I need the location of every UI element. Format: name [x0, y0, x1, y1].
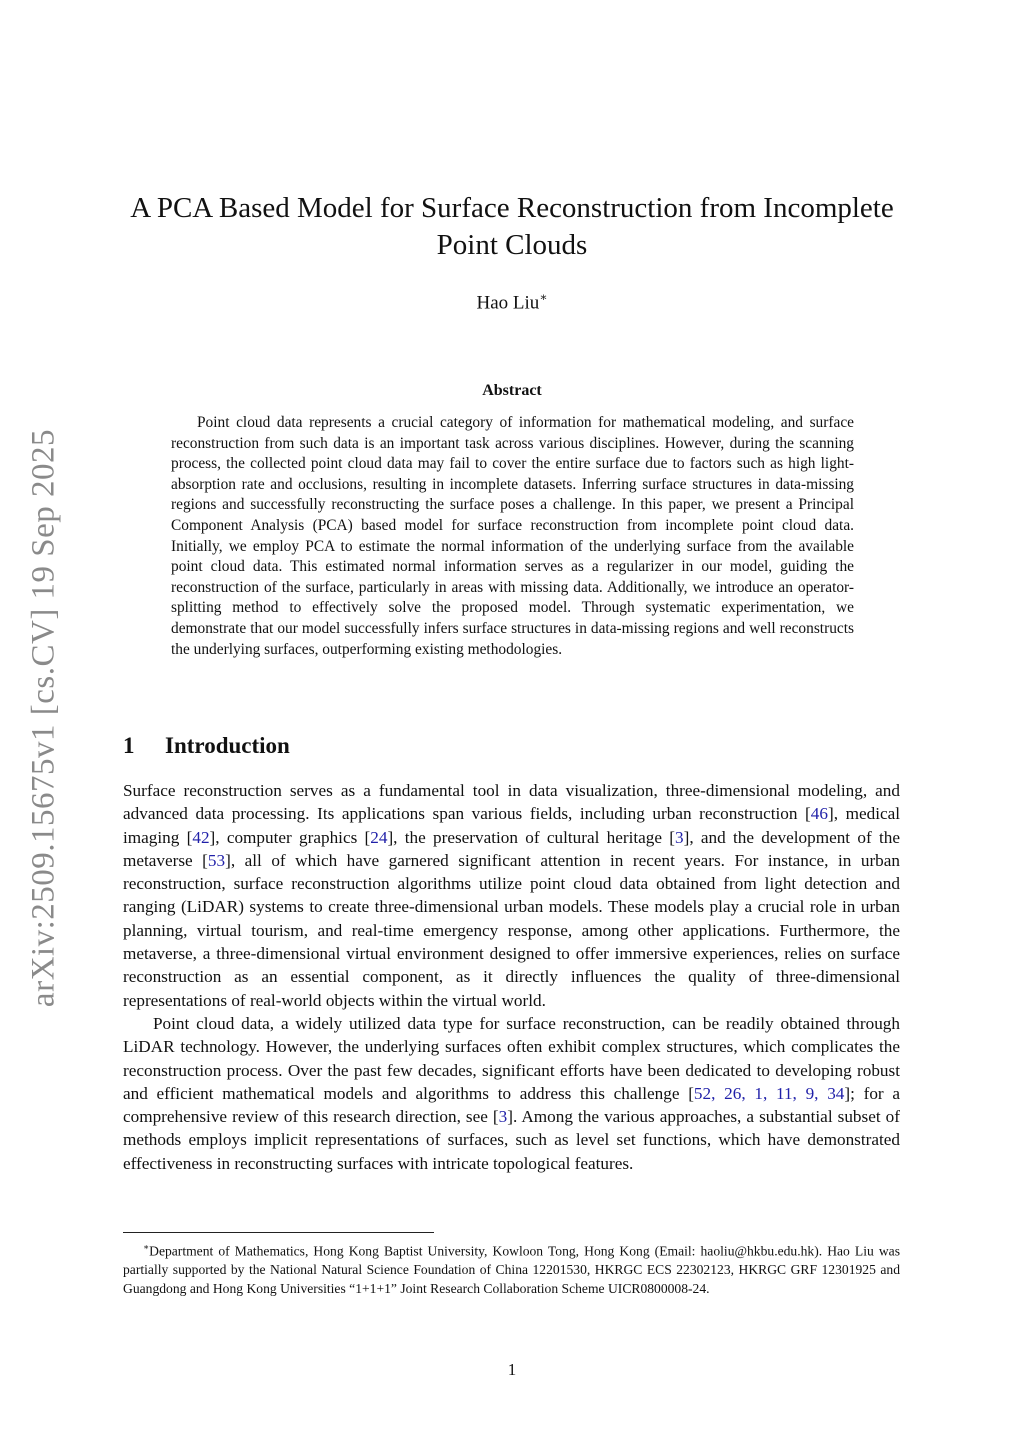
- paragraph-text: ]; for a comprehensive review of this research direction, see [: [123, 1083, 901, 1127]
- citation-link[interactable]: 1: [754, 1083, 763, 1103]
- citation-separator: ,: [711, 1083, 725, 1103]
- paragraph-text: ], all of which have garnered significant attention in recent years. For instance, in urban reconstruction, surface reconstruction algorithms utilize point cloud data obtained from light detection and ranging (LiDAR) systems to create three-dimensional urban models. These models play a crucial role in urban planning, virtual tourism, and real-time emergency response, among other applications. Furthermore, the metaverse, a three-dimensional virtual environment designed to offer immersive experiences, relies on surface reconstruction as an essential component, as it directly influences the quality of three-dimensional representations of real-world objects within the virtual world.: [123, 850, 900, 1010]
- author-name: Hao Liu: [476, 292, 540, 314]
- citation-link[interactable]: 52: [693, 1083, 712, 1103]
- page-number: 1: [507, 1360, 517, 1379]
- paper-title: A PCA Based Model for Surface Reconstruction from Incomplete Point Clouds: [130, 192, 894, 261]
- paragraph: [123, 1012, 900, 1175]
- paragraph: [123, 779, 900, 1012]
- introduction-body: [123, 779, 900, 1175]
- paragraph-text: ], the preservation of cultural heritage [: [387, 827, 676, 847]
- paragraph-text: Surface reconstruction serves as a fundamental tool in data visualization, three-dimensional modeling, and advanced data processing. Its applications span various fields, including urban reconstruction [: [123, 781, 900, 824]
- footnote: [123, 1238, 900, 1299]
- paragraph-text: ], and the development of the metaverse [: [123, 827, 900, 870]
- footnote-mark: ∗: [143, 1242, 150, 1252]
- footnote-text: Department of Mathematics, Hong Kong Baptist University, Kowloon Tong, Hong Kong (Email: haoliu@hkbu.edu.hk). Hao Liu was partially supported by the National Natural Science Foundation of China 12201530, HKRGC ECS 22302123, HKRGC GRF 12301925 and Guangdong and Hong Kong Universities “1+1+1” Joint Research Collaboration Scheme UICR0800008-24.: [123, 1243, 900, 1297]
- author-line: [0, 290, 1024, 314]
- citation-separator: ,: [741, 1083, 755, 1103]
- citation-link[interactable]: 3: [498, 1107, 508, 1127]
- citation-link[interactable]: 24: [370, 827, 388, 847]
- citation-link[interactable]: 3: [675, 827, 684, 847]
- citation-link[interactable]: 26: [724, 1083, 742, 1103]
- paragraph-text: Point cloud data, a widely utilized data type for surface reconstruction, can be readily obtained through LiDAR technology. However, the underlying surfaces often exhibit complex structures, which complicates the reconstruction process. Over the past few decades, significant efforts have been dedicated to developing robust and efficient mathematical models and algorithms to address this challenge [: [123, 1013, 900, 1103]
- section-heading-introduction: [123, 733, 290, 759]
- arxiv-identifier-text: arXiv:2509.15675v1 [cs.CV] 19 Sep 2025: [25, 428, 62, 1008]
- section-number: 1: [123, 733, 135, 758]
- author-footnote-mark[interactable]: ∗: [539, 290, 548, 304]
- paragraph-text: ]. Among the various approaches, a substantial subset of methods employs implicit representations of surfaces, such as level set functions, which have demonstrated effectiveness in reconstructing surfaces with intricate topological features.: [123, 1107, 900, 1173]
- paragraph-text: ], computer graphics [: [209, 827, 371, 847]
- citation-separator: ,: [762, 1083, 776, 1103]
- citation-link[interactable]: 53: [207, 850, 226, 870]
- citation-separator: ,: [814, 1083, 828, 1103]
- abstract-text: Point cloud data represents a crucial category of information for mathematical modeling, and surface reconstruction from such data is an important task across various disciplines. However, during the scanning process, the collected point cloud data may fail to cover the entire surface due to factors such as high light-absorption rate and occlusions, resulting in incomplete datasets. Inferring surface structures in data-missing regions and successfully reconstructing the surface poses a challenge. In this paper, we present a Principal Component Analysis (PCA) based model for surface reconstruction from incomplete point cloud data. Initially, we employ PCA to estimate the normal information of the underlying surface from the available point cloud data. This estimated normal information serves as a regularizer in our model, guiding the reconstruction of the surface, particularly in areas with missing data. Additionally, we introduce an operator-splitting method to effectively solve the proposed model. Through systematic experimentation, we demonstrate that our model successfully infers surface structures in data-missing regions and well reconstructs the underlying surfaces, outperforming existing methodologies.: [171, 414, 854, 658]
- abstract-heading: Abstract: [482, 382, 542, 399]
- citation-separator: ,: [792, 1083, 806, 1103]
- paragraph-text: ], medical imaging [: [123, 804, 900, 847]
- footnote-divider: [123, 1232, 434, 1233]
- citation-link[interactable]: 9: [805, 1083, 815, 1103]
- citation-link[interactable]: 34: [827, 1083, 845, 1103]
- citation-link[interactable]: 42: [192, 827, 210, 847]
- section-title: Introduction: [165, 733, 290, 758]
- citation-link[interactable]: 11: [775, 1083, 793, 1103]
- citation-link[interactable]: 46: [810, 804, 828, 824]
